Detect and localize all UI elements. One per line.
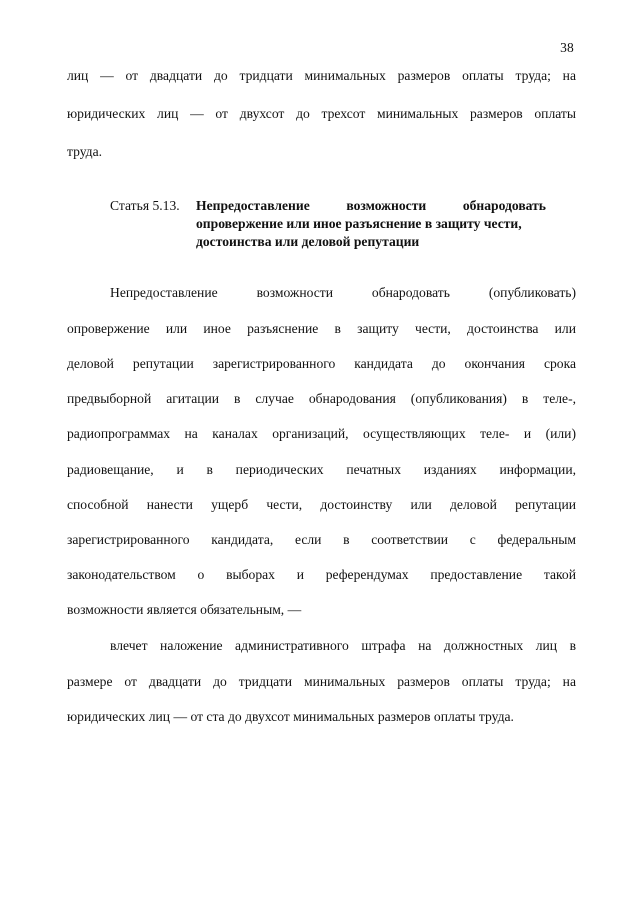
text-line: радиопрограммах на каналах организаций, осуществляющих теле- и (или) (67, 426, 576, 441)
text-line: размере от двадцати до тридцати минимальных размеров оплаты труда; на (67, 674, 576, 689)
article-title-line: достоинства или деловой репутации (196, 234, 420, 249)
text-line: опровержение или иное разъяснение в защиту чести, достоинства или (67, 321, 576, 336)
article-title-line: Непредоставление возможности обнародовать (196, 198, 546, 213)
text-line: труда. (67, 144, 103, 159)
text-line: влечет наложение административного штрафа на должностных лиц в (110, 638, 576, 653)
text-line: законодательством о выборах и референдумах предоставление такой (67, 567, 576, 582)
text-line: лиц — от двадцати до тридцати минимальных размеров оплаты труда; на (67, 68, 576, 83)
text-line: юридических лиц — от ста до двухсот минимальных размеров оплаты труда. (67, 709, 514, 724)
text-line: радиовещание, и в периодических печатных изданиях информации, (67, 462, 576, 477)
text-line: зарегистрированного кандидата, если в соответствии с федеральным (67, 532, 576, 547)
text-line: юридических лиц — от двухсот до трехсот минимальных размеров оплаты (67, 106, 576, 121)
article-title-line: опровержение или иное разъяснение в защиту чести, (196, 216, 522, 231)
text-line: возможности является обязательным, — (67, 602, 302, 617)
article-label: Статья 5.13. (110, 198, 180, 213)
text-line: деловой репутации зарегистрированного кандидата до окончания срока (67, 356, 576, 371)
text-line: способной нанести ущерб чести, достоинству или деловой репутации (67, 497, 576, 512)
page-number: 38 (560, 40, 574, 55)
text-line: предвыборной агитации в случае обнародования (опубликования) в теле-, (67, 391, 576, 406)
text-line: Непредоставление возможности обнародовать (опубликовать) (110, 285, 576, 300)
